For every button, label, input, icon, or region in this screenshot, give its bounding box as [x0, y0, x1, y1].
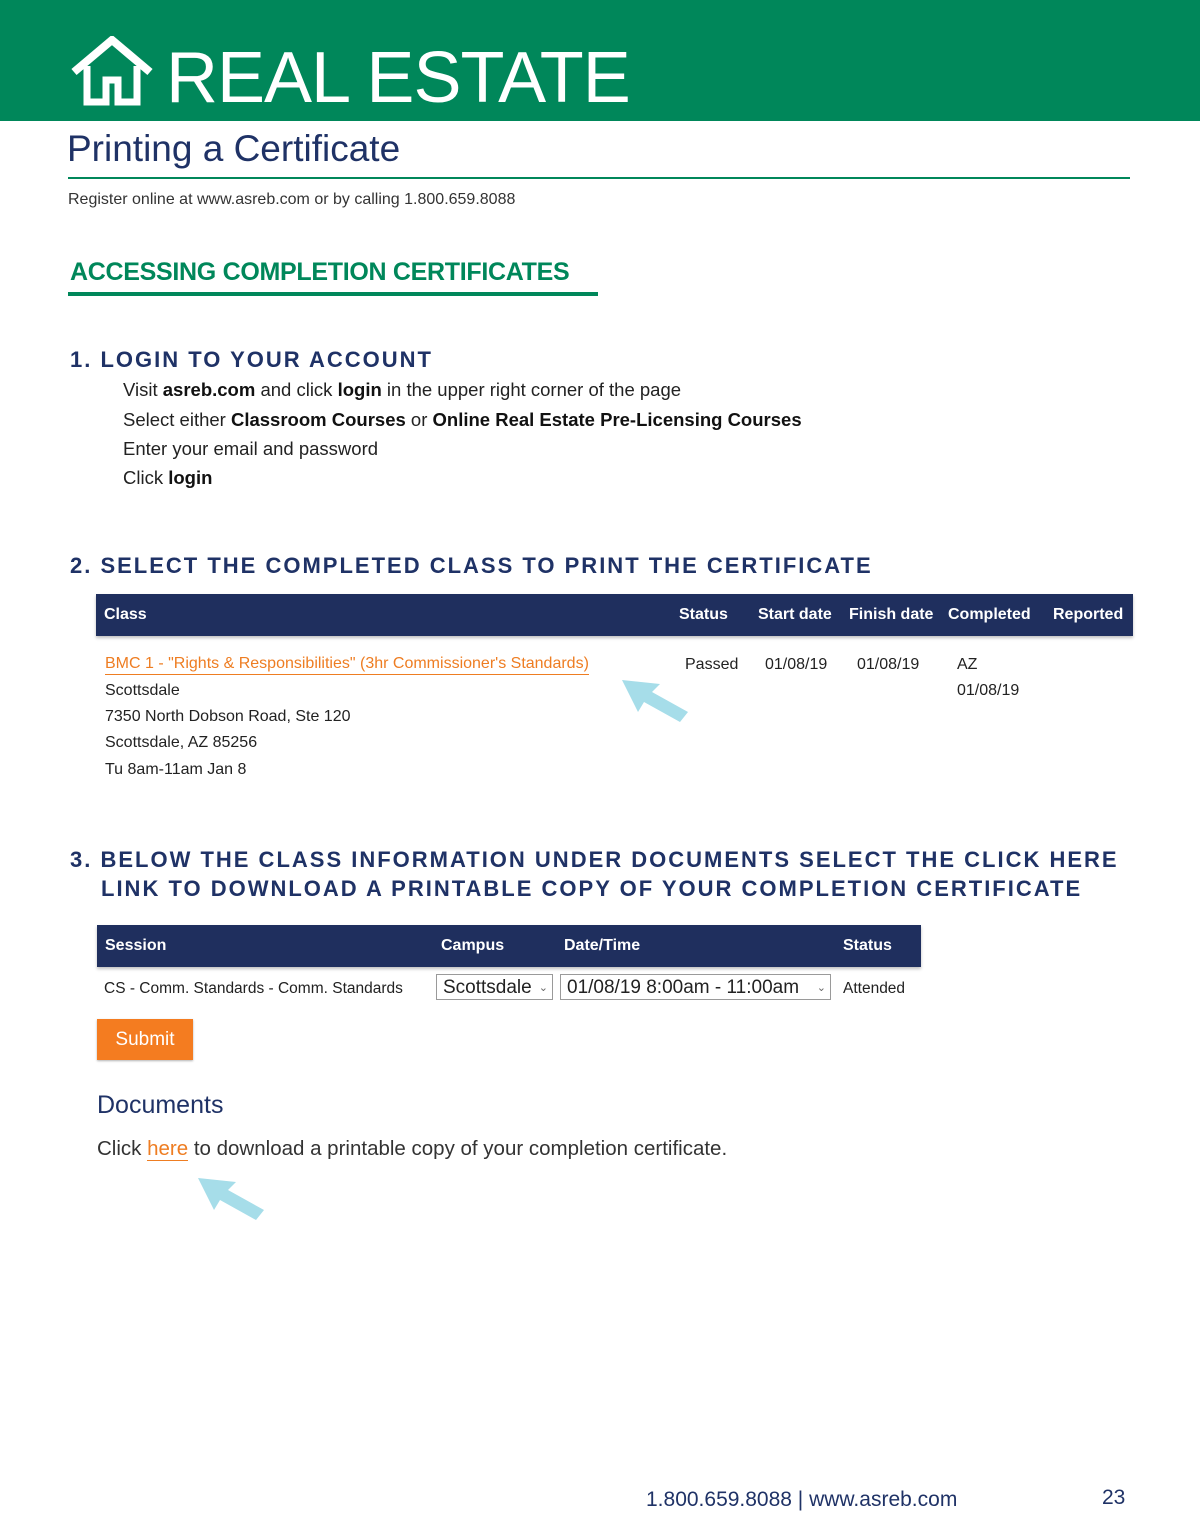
class-start-date: 01/08/19 — [765, 656, 828, 673]
session-table-header — [97, 925, 921, 967]
page-title: Printing a Certificate — [67, 128, 401, 169]
arrow-pointer-icon — [196, 1174, 266, 1222]
campus-select[interactable]: Scottsdale ⌄ — [436, 974, 553, 1000]
title-divider — [68, 177, 1130, 179]
step-3-heading-cont: LINK TO DOWNLOAD A PRINTABLE COPY OF YOUR COMPLETION CERTIFICATE — [101, 876, 1083, 901]
download-here-link[interactable]: here — [147, 1137, 189, 1160]
class-completed-date: 01/08/19 — [957, 682, 1020, 699]
register-note: Register online at www.asreb.com or by calling 1.800.659.8088 — [68, 191, 516, 208]
arrow-pointer-icon — [620, 676, 690, 724]
step-2-heading: 2. SELECT THE COMPLETED CLASS TO PRINT THE CERTIFICATE — [70, 553, 873, 578]
instruction-select-course: Select either Classroom Courses or Online Real Estate Pre-Licensing Courses — [123, 409, 802, 430]
class-location: Scottsdale — [105, 682, 180, 699]
header-status: Status — [679, 606, 728, 623]
submit-button[interactable]: Submit — [97, 1019, 193, 1060]
header-start-date: Start date — [758, 606, 832, 623]
class-link[interactable]: BMC 1 - "Rights & Responsibilities" (3hr Commissioner's Standards) — [105, 654, 589, 675]
page-number: 23 — [1102, 1486, 1126, 1509]
header-session: Session — [105, 937, 167, 954]
footer-contact: 1.800.659.8088 | www.asreb.com — [646, 1488, 958, 1511]
class-city: Scottsdale, AZ 85256 — [105, 734, 258, 751]
header-campus: Campus — [441, 937, 505, 954]
chevron-down-icon: ⌄ — [538, 982, 548, 994]
class-completed-state: AZ — [957, 656, 978, 673]
section-heading: ACCESSING COMPLETION CERTIFICATES — [70, 258, 570, 286]
documents-heading: Documents — [97, 1091, 224, 1119]
brand-title: REAL ESTATE — [166, 38, 630, 118]
class-finish-date: 01/08/19 — [857, 656, 920, 673]
session-name: CS - Comm. Standards - Comm. Standards — [104, 980, 403, 997]
header-session-status: Status — [843, 937, 892, 954]
instruction-credentials: Enter your email and password — [123, 438, 379, 459]
step-3-heading: 3. BELOW THE CLASS INFORMATION UNDER DOCUMENTS SELECT THE CLICK HERE — [70, 847, 1119, 872]
header-completed: Completed — [948, 606, 1031, 623]
header-finish-date: Finish date — [849, 606, 934, 623]
header-datetime: Date/Time — [564, 937, 641, 954]
step-1-heading: 1. LOGIN TO YOUR ACCOUNT — [70, 347, 433, 372]
class-table-header — [96, 594, 1133, 636]
class-schedule: Tu 8am-11am Jan 8 — [105, 761, 247, 778]
header-reported: Reported — [1053, 606, 1124, 623]
house-icon — [70, 36, 154, 106]
class-address: 7350 North Dobson Road, Ste 120 — [105, 708, 351, 725]
section-underline — [68, 292, 598, 296]
session-status: Attended — [843, 980, 906, 997]
header-class: Class — [104, 606, 147, 623]
class-status: Passed — [685, 656, 739, 673]
instruction-visit: Visit asreb.com and click login in the upper right corner of the page — [123, 379, 682, 400]
documents-text: Click here to download a printable copy of your completion certificate. — [97, 1137, 728, 1160]
datetime-select[interactable]: 01/08/19 8:00am - 11:00am ⌄ — [560, 974, 831, 1000]
instruction-click-login: Click login — [123, 467, 213, 488]
chevron-down-icon: ⌄ — [816, 982, 826, 994]
